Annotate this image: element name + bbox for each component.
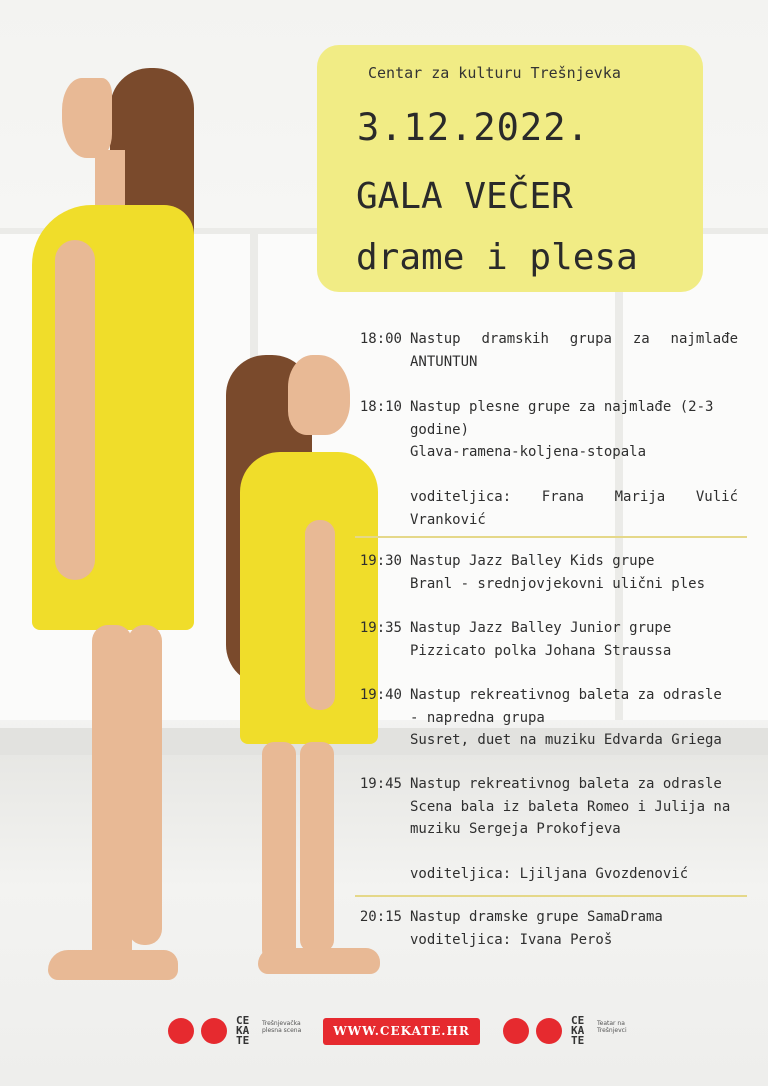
program-time: 19:40 bbox=[359, 687, 402, 703]
program-line bbox=[410, 841, 738, 864]
program-line: Nastup rekreativnog baleta za odrasle bbox=[410, 687, 722, 703]
program-line: voditeljica: Ivana Peroš bbox=[410, 931, 613, 948]
program-line: Scena bala iz baleta Romeo i Julija na bbox=[410, 798, 731, 815]
program-line: Glava-ramena-koljena-stopala bbox=[410, 444, 647, 460]
red-dot-icon bbox=[168, 1018, 194, 1044]
organizer-name: Centar za kulturu Trešnjevka bbox=[368, 64, 621, 82]
red-dot-icon bbox=[503, 1018, 529, 1044]
program-line: voditeljica: Ljiljana Gvozdenović bbox=[410, 866, 689, 882]
program-line: Branl - srednjovjekovni ulični ples bbox=[410, 575, 706, 592]
program-line: ANTUNTUN bbox=[410, 353, 478, 370]
program-line: Nastup Jazz Balley Junior grupe bbox=[410, 620, 672, 636]
program-line: Nastup dramskih grupa za najmlađe bbox=[410, 331, 738, 347]
program-line: Nastup rekreativnog baleta za odrasle bbox=[410, 776, 722, 792]
logo-mark: CE KA TE bbox=[571, 1014, 585, 1047]
program-line: muziku Sergeja Prokofjeva bbox=[410, 821, 621, 837]
program-time: 18:10 bbox=[359, 399, 402, 415]
program-line: Vranković bbox=[410, 511, 486, 528]
program-time: 18:00 bbox=[359, 331, 402, 347]
program-line: Susret, duet na muziku Edvarda Griega bbox=[410, 732, 722, 748]
program-time: 19:30 bbox=[359, 553, 402, 569]
red-dot-icon bbox=[201, 1018, 227, 1044]
program-line bbox=[410, 464, 738, 487]
logo-caption: Teatar na Trešnjevci bbox=[597, 1020, 627, 1034]
program-time: 19:45 bbox=[359, 776, 402, 792]
website-link[interactable]: WWW.CEKATE.HR bbox=[323, 1018, 480, 1045]
separator bbox=[355, 895, 747, 897]
program-line: Nastup Jazz Balley Kids grupe bbox=[410, 553, 655, 569]
event-title: GALA VEČER bbox=[356, 176, 573, 217]
logo-mark: CE KA TE bbox=[236, 1014, 250, 1047]
program-line: Nastup dramske grupe SamaDrama bbox=[410, 909, 663, 925]
program-line: voditeljica: Frana Marija Vulić bbox=[410, 489, 738, 505]
event-date: 3.12.2022. bbox=[357, 106, 590, 149]
program-line: godine) bbox=[410, 421, 470, 438]
program-line: Nastup plesne grupe za najmlađe (2-3 bbox=[410, 399, 714, 415]
separator bbox=[355, 536, 747, 538]
program-line: Pizzicato polka Johana Straussa bbox=[410, 642, 672, 659]
event-subtitle: drame i plesa bbox=[356, 237, 638, 278]
logo-caption: Trešnjevačka plesna scena bbox=[262, 1020, 302, 1034]
red-dot-icon bbox=[536, 1018, 562, 1044]
program-line: - napredna grupa bbox=[410, 709, 545, 726]
program-time: 19:35 bbox=[359, 620, 402, 636]
program-time: 20:15 bbox=[359, 909, 402, 925]
